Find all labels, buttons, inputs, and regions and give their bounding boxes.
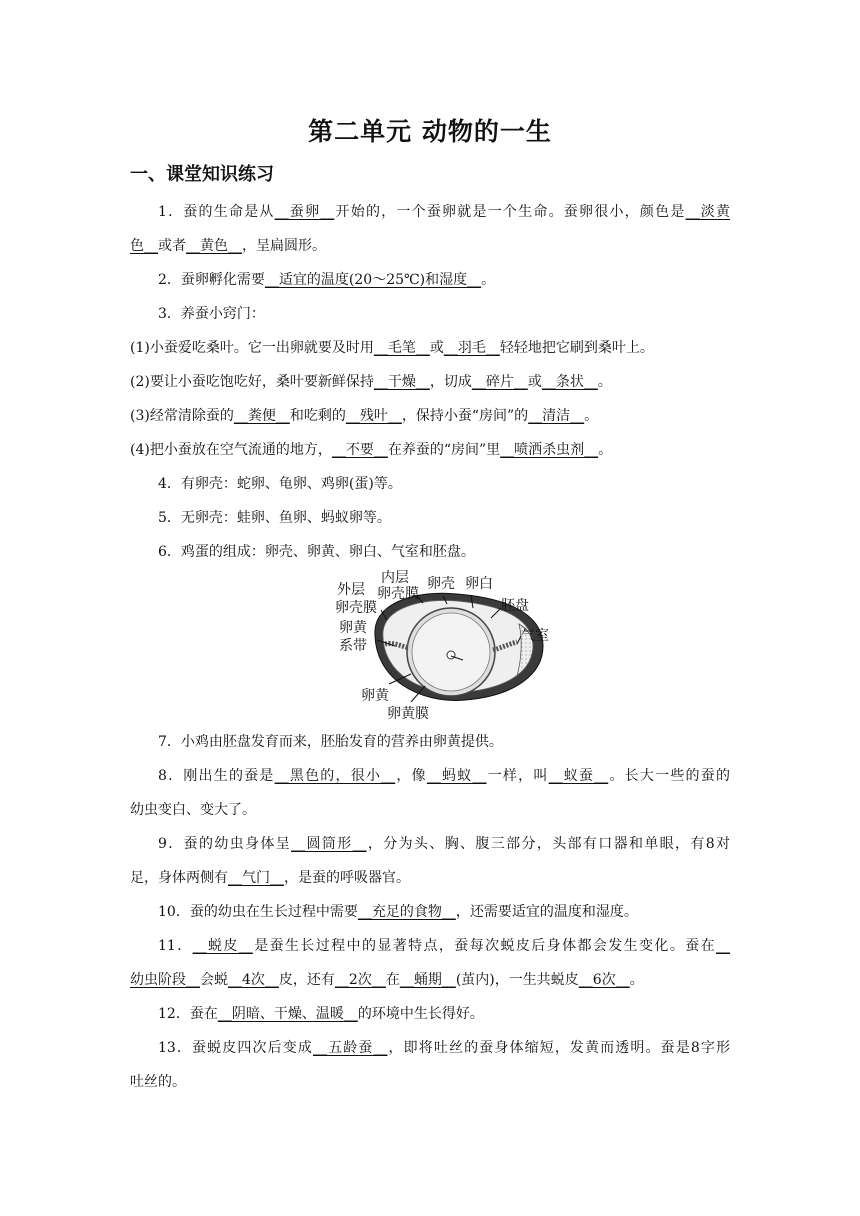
answer-blank: __适宜的温度(20～25℃)和湿度__ bbox=[264, 272, 482, 288]
question-5: 5．无卵壳：蛙卵、鱼卵、蚂蚁卵等。 bbox=[158, 510, 391, 526]
question-3-1: (1)小蚕爱吃桑叶。它一出卵就要及时用__毛笔__或__羽毛__轻轻地把它刷到桑叶上。 bbox=[130, 340, 654, 356]
question-1-line-1: 1．蚕的生命是从__蚕卵__开始的，一个蚕卵就是一个生命。蚕卵很小，颜色是__淡黄 bbox=[158, 204, 730, 220]
label-inner-membrane: 卵壳膜 bbox=[377, 586, 419, 602]
question-3-3: (3)经常清除蚕的__粪便__和吃剩的__残叶__，保持小蚕“房间”的__清洁__。 bbox=[130, 408, 599, 424]
answer-blank: __残叶__ bbox=[345, 408, 402, 424]
answer-blank: __蚕卵__ bbox=[274, 204, 335, 220]
section-heading: 一、课堂知识练习 bbox=[130, 164, 274, 185]
answer-blank: __清洁__ bbox=[528, 408, 585, 424]
answer-blank: __圆筒形__ bbox=[291, 836, 367, 852]
embryo-disc-shape bbox=[447, 651, 455, 659]
question-9-line-2: 足，身体两侧有__气门__，是蚕的呼吸器官。 bbox=[130, 870, 410, 886]
page-title: 第二单元 动物的一生 bbox=[308, 117, 552, 146]
question-13-line-2: 吐丝的。 bbox=[130, 1074, 186, 1090]
question-3: 3．养蚕小窍门： bbox=[158, 306, 265, 322]
label-yolk-membrane: 卵黄膜 bbox=[387, 706, 429, 722]
label-air-cell: 气室 bbox=[521, 628, 549, 644]
answer-blank: __五龄蚕__ bbox=[312, 1040, 388, 1056]
answer-blank: 色__ bbox=[130, 238, 158, 254]
question-3-4: (4)把小蚕放在空气流通的地方，__不要__在养蚕的“房间”里__喷洒杀虫剂__。 bbox=[130, 442, 613, 458]
label-chalaza-1: 卵黄 bbox=[339, 620, 367, 636]
question-4: 4．有卵壳：蛇卵、龟卵、鸡卵(蛋)等。 bbox=[158, 476, 402, 492]
answer-blank: __淡黄 bbox=[685, 204, 730, 220]
question-10: 10．蚕的幼虫在生长过程中需要__充足的食物__，还需要适宜的温度和湿度。 bbox=[158, 904, 638, 920]
answer-blank: __蚁蚕__ bbox=[548, 768, 609, 784]
label-outer-layer: 外层 bbox=[337, 582, 365, 598]
question-8-line-2: 幼虫变白、变大了。 bbox=[130, 802, 256, 818]
answer-blank: __2次__ bbox=[334, 972, 386, 988]
label-inner-layer: 内层 bbox=[381, 570, 409, 586]
question-1-line-2: 色__或者__黄色__，呈扁圆形。 bbox=[130, 238, 326, 254]
answer-blank: __条状__ bbox=[541, 374, 598, 390]
label-outer-membrane: 卵壳膜 bbox=[335, 600, 377, 616]
answer-blank: __干燥__ bbox=[373, 374, 430, 390]
answer-blank: __阴暗、干燥、温暖__ bbox=[217, 1006, 358, 1022]
answer-blank: __喷洒杀虫剂__ bbox=[500, 442, 599, 458]
answer-blank: __4次__ bbox=[228, 972, 279, 988]
question-9-line-1: 9．蚕的幼虫身体呈__圆筒形__，分为头、胸、腹三部分，头部有口器和单眼，有8对 bbox=[158, 836, 731, 852]
answer-blank: __6次__ bbox=[578, 972, 630, 988]
question-12: 12．蚕在__阴暗、干燥、温暖__的环境中生长得好。 bbox=[158, 1006, 484, 1022]
answer-blank: 幼虫阶段__ bbox=[130, 972, 200, 988]
question-11-line-1: 11．__蜕皮__是蚕生长过程中的显著特点，蚕每次蜕皮后身体都会发生变化。蚕在__ bbox=[158, 938, 730, 954]
answer-blank: __ bbox=[716, 938, 730, 954]
question-11-line-2: 幼虫阶段__会蜕__4次__皮，还有__2次__在__蛹期__(茧内)，一生共蜕皮__6次__。 bbox=[130, 972, 644, 988]
label-yolk: 卵黄 bbox=[361, 688, 389, 704]
question-2: 2．蚕卵孵化需要__适宜的温度(20～25℃)和湿度__。 bbox=[158, 272, 496, 288]
answer-blank: __毛笔__ bbox=[373, 340, 430, 356]
answer-blank: __黄色__ bbox=[186, 238, 242, 254]
egg-structure-figure bbox=[325, 566, 565, 724]
question-3-2: (2)要让小蚕吃饱吃好，桑叶要新鲜保持__干燥__，切成__碎片__或__条状__。 bbox=[130, 374, 612, 390]
question-8-line-1: 8．刚出生的蚕是__黑色的，很小__，像__蚂蚁__一样，叫__蚁蚕__。长大一些的蚕的 bbox=[158, 768, 730, 784]
label-chalaza-2: 系带 bbox=[339, 638, 367, 654]
answer-blank: __蛹期__ bbox=[399, 972, 456, 988]
answer-blank: __气门__ bbox=[228, 870, 284, 886]
answer-blank: __羽毛__ bbox=[443, 340, 500, 356]
label-shell: 卵壳 bbox=[427, 576, 455, 592]
question-6: 6．鸡蛋的组成：卵壳、卵黄、卵白、气室和胚盘。 bbox=[158, 544, 475, 560]
label-disc: 胚盘 bbox=[501, 598, 529, 614]
answer-blank: __充足的食物__ bbox=[357, 904, 456, 920]
question-13-line-1: 13．蚕蜕皮四次后变成__五龄蚕__，即将吐丝的蚕身体缩短，发黄而透明。蚕是8字形 bbox=[158, 1040, 730, 1056]
question-7: 7．小鸡由胚盘发育而来，胚胎发育的营养由卵黄提供。 bbox=[158, 734, 503, 750]
label-white: 卵白 bbox=[465, 576, 493, 592]
answer-blank: __黑色的，很小__ bbox=[274, 768, 396, 784]
answer-blank: __不要__ bbox=[331, 442, 388, 458]
answer-blank: __碎片__ bbox=[471, 374, 528, 390]
answer-blank: __蚂蚁__ bbox=[426, 768, 487, 784]
answer-blank: __蜕皮__ bbox=[192, 938, 253, 954]
answer-blank: __粪便__ bbox=[233, 408, 290, 424]
